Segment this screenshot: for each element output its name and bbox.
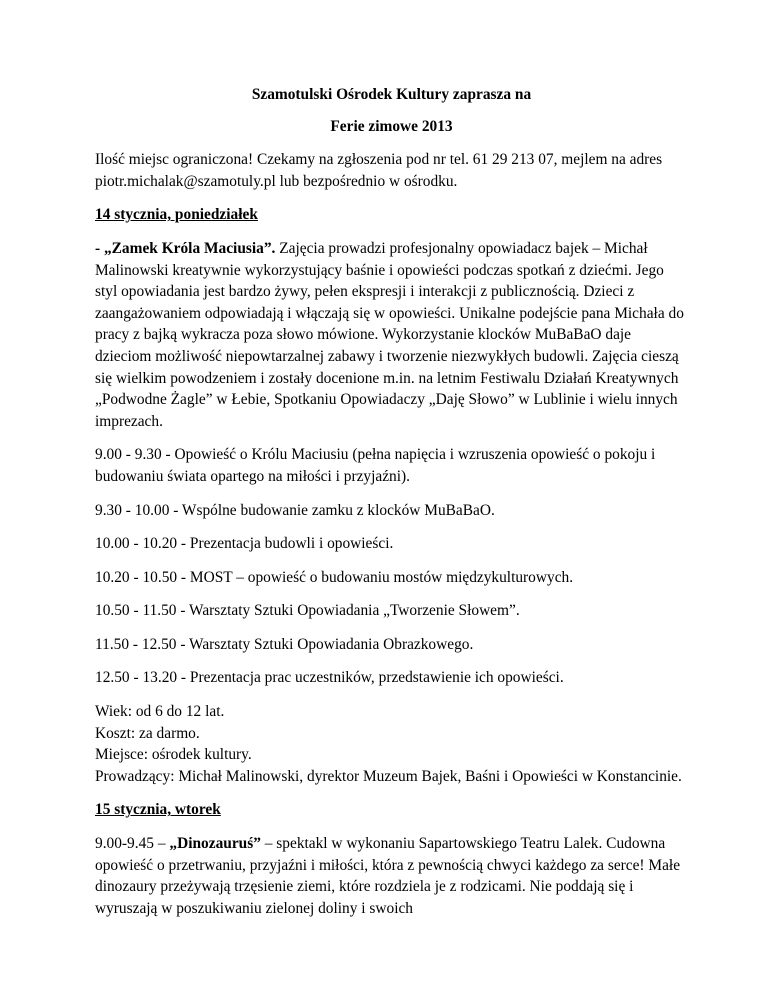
day1-heading: 14 stycznia, poniedziałek xyxy=(95,206,258,224)
day2-heading: 15 stycznia, wtorek xyxy=(95,801,221,819)
detail-age: Wiek: od 6 do 12 lat. xyxy=(95,703,225,721)
day2-description: – spektakl w wykonaniu Sapartowskiego Teatru Lalek. Cudowna opowieść o przetrwaniu, przyjaźni i miłości, która z pewnością chwyci każdego za serce! Małe dinozaury przeżywają trzęsienie ziemi, które rozdziela je z rodzicami. Nie poddają się i wyruszają w poszukiwaniu zielonej doliny i swoich xyxy=(95,835,681,917)
detail-cost: Koszt: za darmo. xyxy=(95,724,200,742)
day2-time: 9.00-9.45 – xyxy=(95,835,170,853)
schedule-item: 9.00 - 9.30 - Opowieść o Królu Maciusiu (pełna napięcia i wzruszenia opowieść o pokoju i budowaniu świata opartego na miłości i przyjaźni). xyxy=(95,446,656,485)
page-title: Szamotulski Ośrodek Kultury zaprasza na xyxy=(251,86,532,103)
schedule-item: 11.50 - 12.50 - Warsztaty Sztuki Opowiadania Obrazkowego. xyxy=(95,635,474,653)
page-subtitle: Ferie zimowe 2013 xyxy=(330,117,453,135)
day2-event-title: „Dinozauruś” xyxy=(169,835,261,853)
day1-event-title: - „Zamek Króla Maciusia”. xyxy=(95,239,276,257)
schedule-item: 10.20 - 10.50 - MOST – opowieść o budowaniu mostów międzykulturowych. xyxy=(95,568,574,586)
schedule-item: 9.30 - 10.00 - Wspólne budowanie zamku z klocków MuBaBaO. xyxy=(95,501,495,519)
day1-description-paragraph xyxy=(95,238,688,432)
detail-place: Miejsce: ośrodek kultury. xyxy=(95,746,252,764)
day1-description: Zajęcia prowadzi profesjonalny opowiadacz bajek – Michał Malinowski kreatywnie wykorzystujący baśnie i opowieści podczas spotkań z dziećmi. Jego styl opowiadania jest bardzo żywy, pełen ekspresji i interakcji z publicznością. Dzieci z zaangażowaniem odpowiadają i włączają się w opowieści. Unikalne podejście pana Michała do pracy z bajką wykracza poza słowo mówione. Wykorzystanie klocków MuBaBaO daje dzieciom możliwość niepowtarzalnej zabawy i tworzenie niezwykłych budowli. Zajęcia cieszą się wielkim powodzeniem i zostały docenione m.in. na letnim Festiwalu Działań Kreatywnych „Podwodne Żagle” w Łebie, Spotkaniu Opowiadaczy „Daję Słowo” w Lublinie i wielu innych imprezach. xyxy=(95,239,684,430)
day1-details xyxy=(95,701,688,787)
intro-paragraph: Ilość miejsc ograniczona! Czekamy na zgłoszenia pod nr tel. 61 29 213 07, mejlem na adres piotr.michalak@szamotuly.pl lub bezpośrednio w ośrodku. xyxy=(95,151,663,190)
schedule-item: 10.50 - 11.50 - Warsztaty Sztuki Opowiadania „Tworzenie Słowem”. xyxy=(95,602,520,620)
day2-description-paragraph xyxy=(95,833,688,919)
detail-host: Prowadzący: Michał Malinowski, dyrektor Muzeum Bajek, Baśni i Opowieści w Konstancinie. xyxy=(95,767,682,785)
schedule-item: 12.50 - 13.20 - Prezentacja prac uczestników, przedstawienie ich opowieści. xyxy=(95,669,564,687)
schedule-item: 10.00 - 10.20 - Prezentacja budowli i opowieści. xyxy=(95,535,394,553)
